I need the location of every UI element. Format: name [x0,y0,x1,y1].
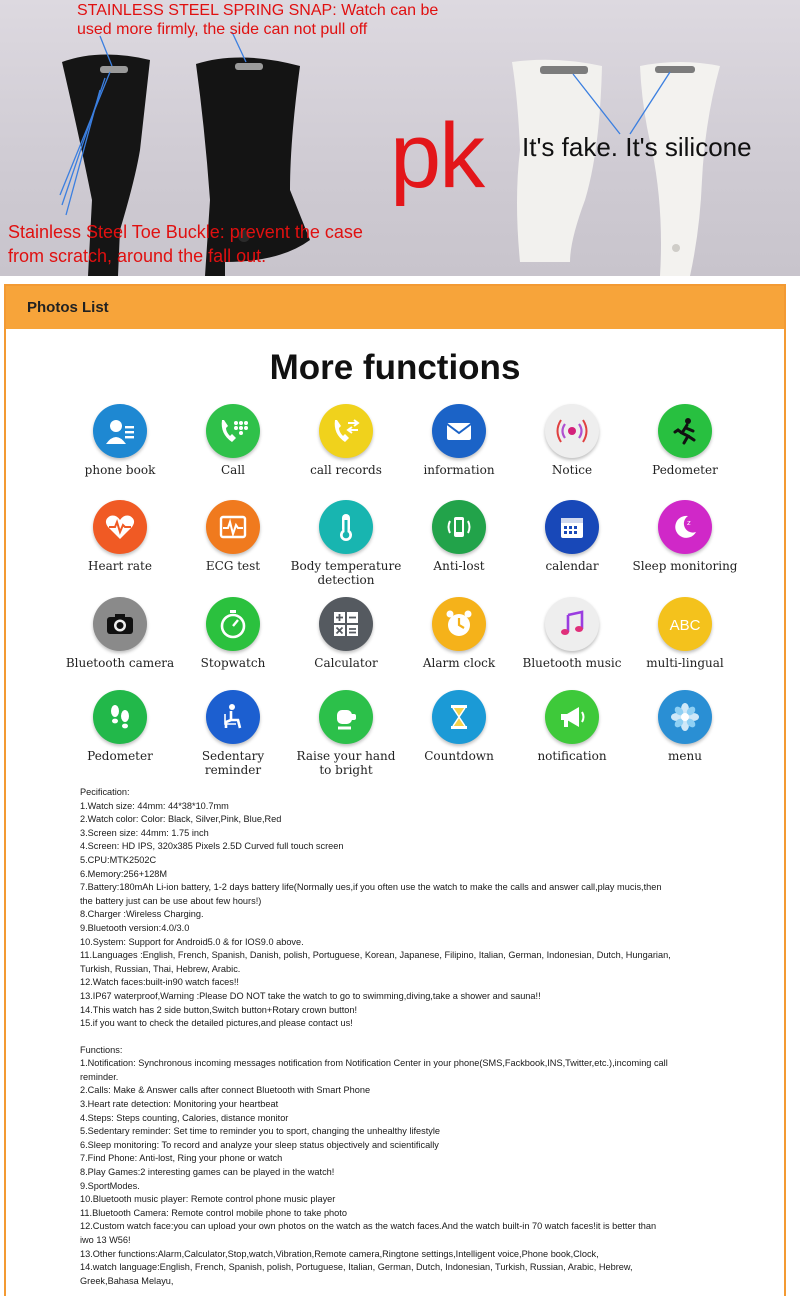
function-line: 14.watch language:English, French, Spanish, polish, Portuguese, Italian, German, Dutch, Indonesian, Turkish, Russian, Arabic, Hebrew, [80,1262,633,1273]
function-line: 4.Steps: Steps counting, Calories, distance monitor [80,1112,289,1123]
function-line: 13.Other functions:Alarm,Calculator,Stop,watch,Vibration,Remote camera,Ringtone settings,Intelligent voice,Phone book,Clock, [80,1248,599,1259]
function-line: 10.Bluetooth music player: Remote control phone music player [80,1194,336,1205]
raise-hand-icon [319,690,373,744]
spec-line: 4.Screen: HD IPS, 320x385 Pixels 2.5D Curved full touch screen [80,841,344,852]
heart-rate-icon [93,500,147,554]
anti-lost-icon [432,500,486,554]
sedentary-icon [206,690,260,744]
svg-text:ABC: ABC [669,617,701,634]
feature-anti-lost: Anti-lost [403,500,515,573]
call-icon [206,404,260,458]
function-line: 8.Play Games:2 interesting games can be played in the watch! [80,1167,335,1178]
feature-bluetooth-music: Bluetooth music [516,597,628,670]
feature-calculator: Calculator [290,597,402,670]
feature-multi-lingual: ABC multi-lingual [629,597,741,670]
feature-notification: notification [516,690,628,763]
function-line: 3.Heart rate detection: Monitoring your heartbeat [80,1099,279,1110]
spec-line: 7.Battery:180mAh Li-ion battery, 1-2 days battery life(Normally ues,if you often use the watch to make the calls and answer call,play mucis,then [80,882,662,893]
feature-call: Call [177,404,289,477]
function-line: 1.Notification: Synchronous incoming messages notification from Notification Center in your phone(SMS,Fackbook,INS,Twitter,etc.),incoming call [80,1058,668,1069]
spec-line: 15.if you want to check the detailed pictures,and please contact us! [80,1018,353,1029]
phone-book-icon [93,404,147,458]
stopwatch-icon [206,597,260,651]
megaphone-icon [545,690,599,744]
photos-list-panel [4,284,786,1296]
function-line: 9.SportModes. [80,1180,140,1191]
spring-snap-annotation: STAINLESS STEEL SPRING SNAP: Watch can be used more firmly, the side can not pull off [77,2,439,38]
photos-list-header: Photos List [6,286,784,329]
more-functions-heading: More functions [269,348,521,387]
feature-pedometer: Pedometer [629,404,741,477]
specification-text [80,786,770,1288]
function-line: 6.Sleep monitoring: To record and analyze your sleep status objectively and scientifically [80,1139,439,1150]
function-line: Greek,Bahasa Melayu, [80,1275,174,1286]
feature-icon-grid [64,404,738,784]
spring-snap-left [100,66,128,73]
feature-body-temperature: Body temperature detection [290,500,402,587]
feature-pedometer-steps: Pedometer [64,690,176,763]
feature-countdown: Countdown [403,690,515,763]
function-line: Functions: [80,1044,123,1055]
svg-text:z: z [687,519,691,527]
feature-bluetooth-camera: Bluetooth camera [64,597,176,670]
calendar-icon [545,500,599,554]
feature-phone-book: phone book [64,404,176,477]
spec-line: 13.IP67 waterproof,Warning :Please DO NOT take the watch to go to swimming,diving,take a shower and sauna!! [80,990,541,1001]
spec-line: 14.This watch has 2 side button,Switch button+Rotary crown button! [80,1004,358,1015]
thermometer-icon [319,500,373,554]
spec-line: 8.Charger :Wireless Charging. [80,909,204,920]
feature-ecg-test: ECG test [177,500,289,573]
feature-notice: Notice [516,404,628,477]
ecg-icon [206,500,260,554]
comparison-photo [0,0,800,276]
function-line: reminder. [80,1071,119,1082]
spec-line: the battery just can be use about few hours!) [80,895,262,906]
feature-call-records: call records [290,404,402,477]
information-icon [432,404,486,458]
feature-heart-rate: Heart rate [64,500,176,573]
hourglass-icon [432,690,486,744]
spec-line: Pecification: [80,787,130,797]
music-icon [545,597,599,651]
notice-icon [545,404,599,458]
alarm-clock-icon [432,597,486,651]
call-records-icon [319,404,373,458]
feature-stopwatch: Stopwatch [177,597,289,670]
fake-silicone-label: It's fake. It's silicone [522,132,752,162]
function-line: iwo 13 W56! [80,1235,131,1245]
spec-line: 1.Watch size: 44mm: 44*38*10.7mm [80,800,229,811]
feature-sedentary-reminder: Sedentary reminder [177,690,289,777]
feature-information: information [403,404,515,477]
specification-list [80,786,770,1031]
spring-snap-right [235,63,263,70]
feature-sleep-monitoring: z Sleep monitoring [629,500,741,573]
spec-line: 6.Memory:256+128M [80,868,168,879]
feature-menu: menu [629,690,741,763]
spec-line: 2.Watch color: Color: Black, Silver,Pink, Blue,Red [80,814,282,825]
menu-icon [658,690,712,744]
sleep-icon [658,500,712,554]
functions-list [80,1044,770,1289]
spec-line: 11.Languages :English, French, Spanish, Danish, polish, Portuguese, Korean, Japanese, Filipino, Italian, German, Indonesian, Dutch, Hungarian, [80,950,671,961]
feature-calendar: calendar [516,500,628,573]
spec-line: Turkish, Russian, Thai, Hebrew, Arabic. [80,963,241,974]
toe-buckle-annotation: Stainless Steel Toe Buckle: prevent the case from scratch, around the fall out. [8,222,363,266]
function-line: 12.Custom watch face:you can upload your own photos on the watch as the watch faces.And the watch built-in 70 watch faces!it is better than [80,1221,657,1232]
spec-line: 10.System: Support for Android5.0 & for IOS9.0 above. [80,936,304,947]
pedometer-icon [658,404,712,458]
feature-raise-hand: Raise your hand to bright [290,690,402,777]
abc-icon [658,597,712,651]
spec-line: 12.Watch faces:built-in90 watch faces!! [80,977,239,988]
spec-line: 9.Bluetooth version:4.0/3.0 [80,922,190,933]
function-line: 2.Calls: Make & Answer calls after connect Bluetooth with Smart Phone [80,1085,371,1096]
function-line: 11.Bluetooth Camera: Remote control mobile phone to take photo [80,1207,347,1218]
calculator-icon [319,597,373,651]
white-band-right [640,62,720,276]
pk-label: pk [390,105,484,207]
footprints-icon [93,690,147,744]
camera-icon [93,597,147,651]
function-line: 5.Sedentary reminder: Set time to reminder you to sport, changing the unhealthy lifestyle [80,1126,441,1137]
spec-line: 5.CPU:MTK2502C [80,854,157,865]
feature-alarm-clock: Alarm clock [403,597,515,670]
function-line: 7.Find Phone: Anti-lost, Ring your phone or watch [80,1153,283,1164]
spec-line: 3.Screen size: 44mm: 1.75 inch [80,827,209,838]
